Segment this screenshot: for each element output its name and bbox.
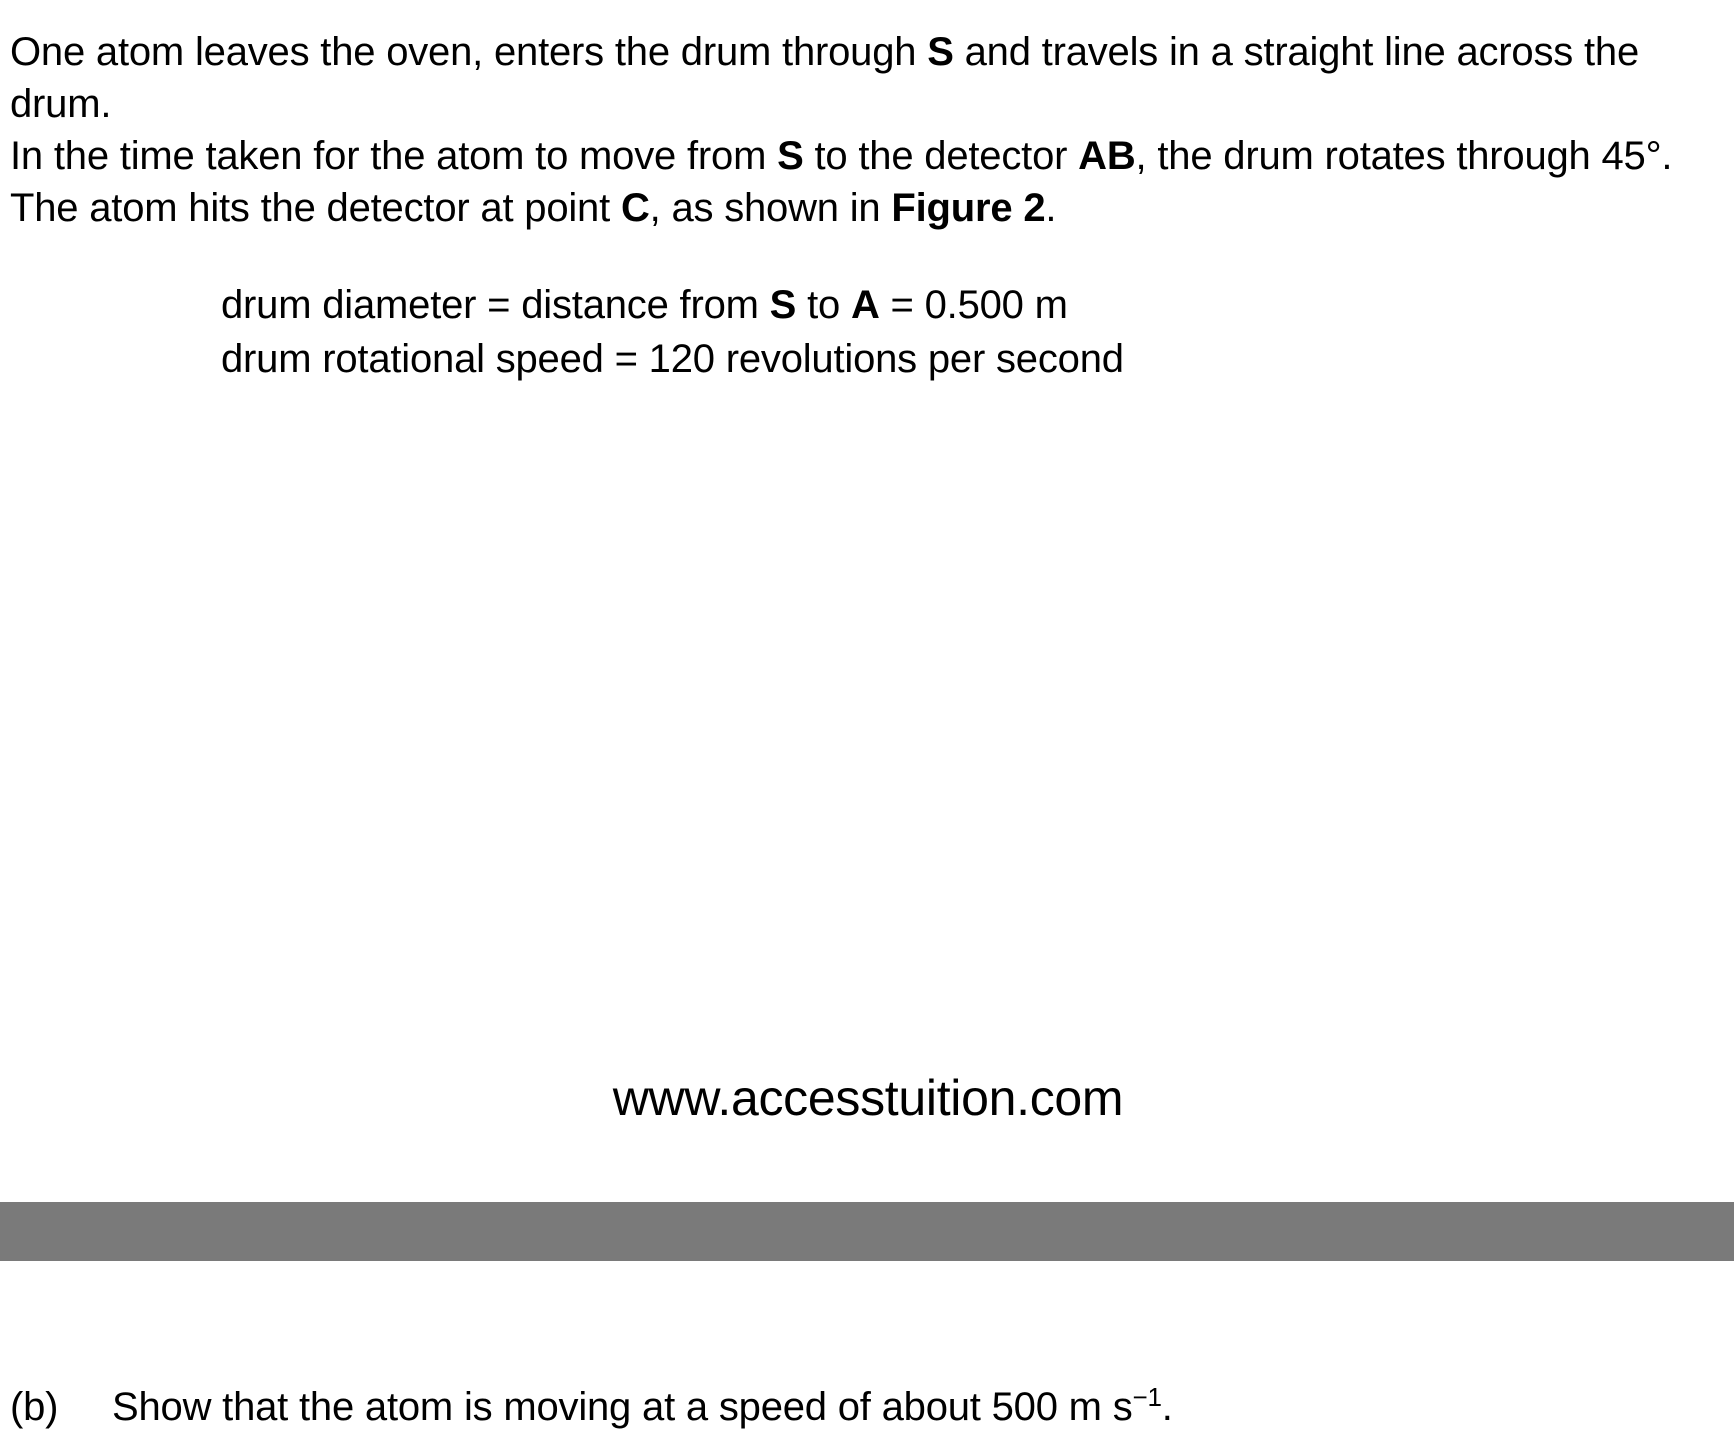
figure-reference: Figure 2 [891,186,1046,230]
divider-bar [0,1202,1734,1261]
intro-paragraph [10,26,1730,234]
given-values [221,278,1124,386]
intro-line-3: The atom hits the detector at point C, as shown in Figure 2. [10,186,1057,230]
question-number: (b) [10,1385,59,1429]
label-ab: AB [1078,134,1136,178]
intro-line-2: In the time taken for the atom to move from S to the detector AB, the drum rotates through 45°. [10,134,1673,178]
question-b: (b) Show that the atom is moving at a speed of about 500 m $s^{-1}$. [10,1381,1173,1433]
label-s: S [927,30,954,74]
given-rotational-speed: drum rotational speed = 120 revolutions per second [221,337,1124,381]
intro-line-1: One atom leaves the oven, enters the drum through S and travels in a straight line across the drum. [10,30,1639,126]
unit-exponent: −1 [1132,1382,1162,1412]
label-c: C [620,186,650,230]
question-text: Show that the atom is moving at a speed of about 500 m s [112,1385,1133,1429]
watermark-text: www.accesstuition.com [612,1070,1124,1126]
label-s: S [777,134,804,178]
label-s: S [769,283,797,327]
label-a: A [850,283,880,327]
watermark [0,1068,1734,1128]
given-drum-diameter: drum diameter = distance from S to A = 0.500 m [221,283,1068,327]
